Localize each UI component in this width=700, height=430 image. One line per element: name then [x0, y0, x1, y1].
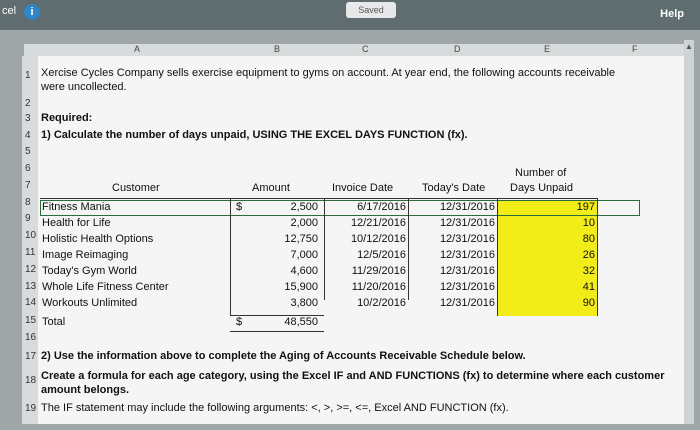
header-amount: Amount [252, 182, 290, 194]
column-header-d[interactable]: D [454, 44, 461, 54]
required-heading: Required: [41, 112, 93, 124]
app-toolbar [0, 0, 700, 30]
step-two-instruction: 2) Use the information above to complete the Aging of Accounts Receivable Schedule below. [41, 350, 526, 362]
header-underline [40, 198, 597, 199]
cell-todays-date[interactable]: 12/31/2016 [439, 233, 495, 245]
cell-customer[interactable]: Today's Gym World [42, 265, 137, 277]
cell-todays-date[interactable]: 12/31/2016 [439, 281, 495, 293]
row-number[interactable]: 6 [25, 163, 31, 174]
column-header-e[interactable]: E [544, 44, 551, 54]
cell-amount[interactable]: 7,000 [290, 249, 318, 261]
cell-customer[interactable]: Workouts Unlimited [42, 297, 138, 309]
cell-todays-date[interactable]: 12/31/2016 [439, 297, 495, 309]
vertical-scrollbar[interactable] [684, 40, 694, 424]
header-days-line-2: Days Unpaid [510, 182, 573, 194]
cell-amount[interactable]: 4,600 [290, 265, 318, 277]
scroll-up-icon[interactable]: ▲ [685, 42, 693, 51]
total-label[interactable]: Total [42, 316, 66, 328]
formula-instruction-line-2: amount belongs. [41, 384, 129, 396]
header-todays-date: Today's Date [422, 182, 486, 194]
row-number[interactable]: 8 [25, 197, 31, 208]
row-number[interactable]: 3 [25, 113, 31, 124]
intro-text-line-2: were uncollected. [41, 81, 127, 93]
row-number[interactable]: 14 [25, 297, 37, 308]
toolbar-truncated-label[interactable]: cel [2, 5, 17, 17]
cell-days-unpaid[interactable]: 26 [582, 249, 595, 261]
intro-text-line-1: Xercise Cycles Company sells exercise equipment to gyms on account. At year end, the following accounts receivable [41, 67, 616, 79]
cell-invoice-date[interactable]: 6/17/2016 [357, 201, 406, 213]
saved-status-badge: Saved [346, 2, 396, 18]
cell-todays-date[interactable]: 12/31/2016 [439, 217, 495, 229]
row-number[interactable]: 15 [25, 315, 37, 326]
cell-invoice-date[interactable]: 11/29/2016 [351, 265, 406, 277]
receivables-table[interactable] [40, 164, 597, 332]
cell-amount[interactable]: 12,750 [284, 233, 318, 245]
column-divider [230, 198, 231, 316]
column-divider [497, 198, 498, 316]
column-headers [24, 44, 684, 56]
cell-invoice-date[interactable]: 10/12/2016 [350, 233, 406, 245]
cell-days-unpaid[interactable]: 80 [582, 233, 595, 245]
row-number[interactable]: 17 [25, 351, 37, 362]
cell-amount[interactable]: 2,500 [290, 201, 318, 213]
selected-row-outline [40, 200, 640, 216]
row-number[interactable]: 11 [25, 247, 36, 258]
row-number[interactable]: 4 [25, 130, 31, 141]
cell-customer[interactable]: Image Reimaging [42, 249, 129, 261]
cell-customer[interactable]: Fitness Mania [42, 201, 111, 213]
column-divider [324, 198, 325, 300]
cell-days-unpaid[interactable]: 32 [582, 265, 595, 277]
column-header-c[interactable]: C [362, 44, 369, 54]
column-divider [408, 198, 409, 300]
header-invoice-date: Invoice Date [332, 182, 394, 194]
row-number[interactable]: 19 [25, 403, 37, 414]
column-header-f[interactable]: F [632, 44, 638, 54]
cell-amount[interactable]: 3,800 [290, 297, 318, 309]
help-link[interactable]: Help [660, 8, 684, 20]
total-amount[interactable]: 48,550 [284, 316, 318, 328]
cell-todays-date[interactable]: 12/31/2016 [439, 201, 495, 213]
cell-invoice-date[interactable]: 11/20/2016 [351, 281, 406, 293]
if-statement-note: The IF statement may include the following arguments: <, >, >=, <=, Excel AND FUNCTION (fx). [41, 402, 509, 414]
cell-invoice-date[interactable]: 12/5/2016 [357, 249, 406, 261]
cell-days-unpaid[interactable]: 197 [576, 201, 595, 213]
cell-invoice-date[interactable]: 10/2/2016 [357, 297, 406, 309]
formula-instruction-line-1: Create a formula for each age category, using the Excel IF and AND FUNCTIONS (fx) to determine where each customer [41, 370, 665, 382]
column-header-b[interactable]: B [274, 44, 281, 54]
row-number[interactable]: 16 [25, 332, 37, 343]
info-icon[interactable]: i [24, 4, 40, 20]
cell-invoice-date[interactable]: 12/21/2016 [350, 217, 406, 229]
cell-customer[interactable]: Whole Life Fitness Center [42, 281, 169, 293]
row-number[interactable]: 2 [25, 98, 31, 109]
row-number[interactable]: 5 [25, 146, 31, 157]
cell-todays-date[interactable]: 12/31/2016 [439, 265, 495, 277]
cell-days-unpaid[interactable]: 10 [582, 217, 595, 229]
header-customer: Customer [112, 182, 160, 194]
cell-todays-date[interactable]: 12/31/2016 [439, 249, 495, 261]
cell-days-unpaid[interactable]: 41 [582, 281, 595, 293]
row-number[interactable]: 18 [25, 375, 37, 386]
cell-currency[interactable]: $ [236, 201, 243, 213]
step-one-instruction: 1) Calculate the number of days unpaid, USING THE EXCEL DAYS FUNCTION (fx). [41, 129, 468, 141]
column-header-a[interactable]: A [134, 44, 141, 54]
cell-customer[interactable]: Holistic Health Options [42, 233, 154, 245]
header-days-line-1: Number of [515, 167, 567, 179]
row-number[interactable]: 7 [25, 180, 31, 191]
row-number[interactable]: 10 [25, 230, 37, 241]
row-number[interactable]: 9 [25, 213, 31, 224]
row-number[interactable]: 1 [25, 70, 31, 81]
row-number[interactable]: 13 [25, 281, 37, 292]
cell-days-unpaid[interactable]: 90 [582, 297, 595, 309]
row-number[interactable]: 12 [25, 264, 37, 275]
cell-amount[interactable]: 15,900 [284, 281, 318, 293]
cell-customer[interactable]: Health for Life [42, 217, 111, 229]
total-currency[interactable]: $ [236, 316, 243, 328]
column-divider [597, 198, 598, 316]
total-bottom-border [230, 331, 324, 332]
cell-amount[interactable]: 2,000 [290, 217, 318, 229]
